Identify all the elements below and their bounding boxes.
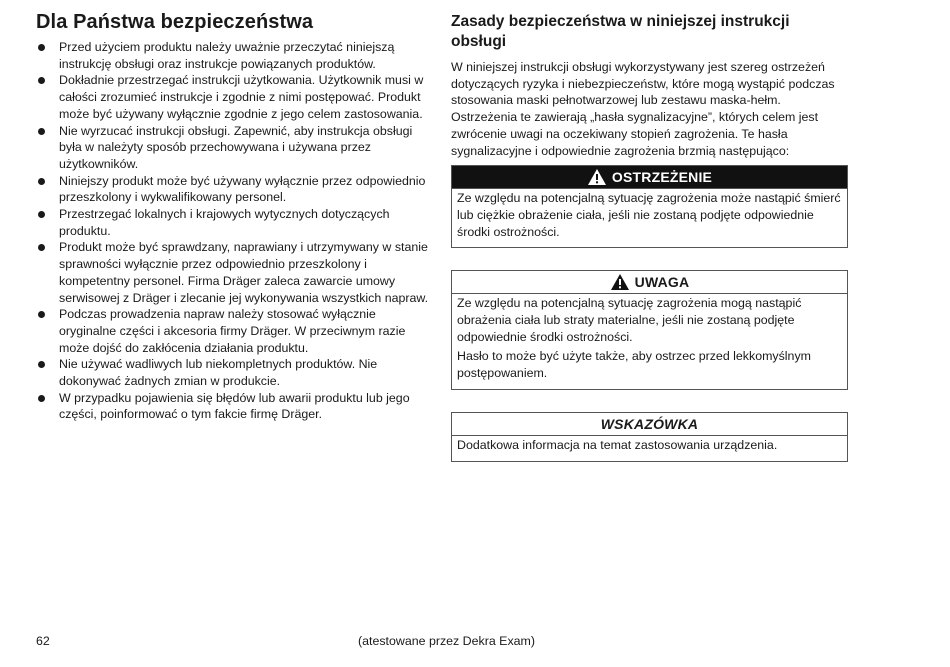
warning-triangle-icon	[610, 273, 630, 291]
safety-instructions-list	[36, 39, 432, 423]
warning-triangle-icon	[587, 168, 607, 186]
bullet-icon	[38, 244, 45, 251]
caution-text-extra: Hasło to może być użyte także, aby ostrzec przed lekkomyślnym postępowaniem.	[457, 349, 811, 381]
bullet-icon	[38, 211, 45, 218]
caution-text: Ze względu na potencjalną sytuację zagrożenia mogą nastąpić obrażenia ciała lub straty materialne, jeśli nie zostaną podjęte odpowiednie środki ostrożności.	[457, 296, 802, 344]
list-item	[36, 173, 432, 206]
list-item	[36, 390, 432, 423]
right-column	[451, 10, 848, 484]
section-title-safety-rules: Zasady bezpieczeństwa w niniejszej instrukcji obsługi	[451, 13, 790, 50]
list-item	[36, 306, 432, 356]
warning-box-header	[452, 166, 847, 189]
caution-box-body	[452, 294, 847, 389]
list-item-text: Nie wyrzucać instrukcji obsługi. Zapewnić, aby instrukcja obsługi była w należyty sposób przechowywana i używana przez użytkowników.	[59, 123, 413, 171]
list-item	[36, 239, 432, 306]
list-item-text: Przed użyciem produktu należy uważnie przeczytać niniejszą instrukcję obsługi oraz instrukcje powiązanych produktów.	[59, 40, 395, 71]
intro-paragraph: W niniejszej instrukcji obsługi wykorzystywany jest szereg ostrzeżeń dotyczących ryzyka i niebezpieczeństw, które mogą wystąpić podczas stosowania maski pełnotwarzowej lub zestawu maska-hełm. Ostrzeżenia te zawierają „hasła sygnalizacyjne”, których celem jest zwrócenie uwagi na oczekiwany stopień zagrożenia. Te hasła sygnalizacyjne i odpowiednie zagrożenia brzmią następująco:	[451, 60, 835, 158]
caution-label: UWAGA	[634, 274, 690, 291]
list-item-text: Podczas prowadzenia napraw należy stosować wyłącznie oryginalne części i akcesoria firmy Dräger. W przeciwnym razie może dojść do zakłócenia działania produktu.	[59, 307, 406, 355]
warning-text: Ze względu na potencjalną sytuację zagrożenia może nastąpić śmierć lub ciężkie obrażenie ciała, jeśli nie zostaną podjęte odpowiednie środki ostrożności.	[457, 191, 841, 239]
bullet-icon	[38, 128, 45, 135]
section-title-safety: Dla Państwa bezpieczeństwa	[36, 11, 314, 33]
caution-box	[451, 270, 848, 390]
left-column	[36, 10, 432, 423]
note-box	[451, 412, 848, 462]
list-item-text: Nie używać wadliwych lub niekompletnych produktów. Nie dokonywać żadnych zmian w produkcie.	[59, 357, 378, 389]
bullet-icon	[38, 311, 45, 318]
list-item-text: Przestrzegać lokalnych i krajowych wytycznych dotyczących produktu.	[59, 207, 390, 238]
list-item-text: Produkt może być sprawdzany, naprawiany i utrzymywany w stanie sprawności wyłącznie przez odpowiednio przeszkolony i kompetentny personel. Firma Dräger zaleca zawarcie umowy serwisowej z Dräger i zlecanie jej wykonywania wszystkich napraw.	[59, 240, 429, 305]
list-item-text: Niniejszy produkt może być używany wyłącznie przez odpowiednio przeszkolony i wykwalifikowany personel.	[59, 173, 426, 205]
note-label: WSKAZÓWKA	[600, 415, 699, 432]
list-item-text: Dokładnie przestrzegać instrukcji użytkowania. Użytkownik musi w całości zrozumieć instrukcje i zgodnie z nimi postępować. Produkt może być używany wyłącznie zgodnie z jego celem zastosowania.	[59, 73, 424, 121]
list-item	[36, 356, 432, 389]
footer-note: (atestowane przez Dekra Exam)	[358, 634, 535, 648]
bullet-icon	[38, 77, 45, 84]
page-number: 62	[36, 634, 50, 648]
caution-box-header	[452, 271, 847, 294]
note-text: Dodatkowa informacja na temat zastosowania urządzenia.	[457, 437, 778, 452]
bullet-icon	[38, 361, 45, 368]
warning-box-body	[452, 189, 847, 247]
list-item	[36, 206, 432, 239]
list-item	[36, 39, 432, 72]
list-item	[36, 123, 432, 173]
note-box-body	[452, 436, 847, 461]
warning-label: OSTRZEŻENIE	[611, 169, 713, 186]
bullet-icon	[38, 395, 45, 402]
bullet-icon	[38, 178, 45, 185]
bullet-icon	[38, 44, 45, 51]
warning-box	[451, 165, 848, 248]
note-box-header	[452, 413, 847, 436]
list-item-text: W przypadku pojawienia się błędów lub awarii produktu lub jego części, poinformować o tym fakcie firmę Dräger.	[59, 390, 410, 422]
list-item	[36, 72, 432, 122]
